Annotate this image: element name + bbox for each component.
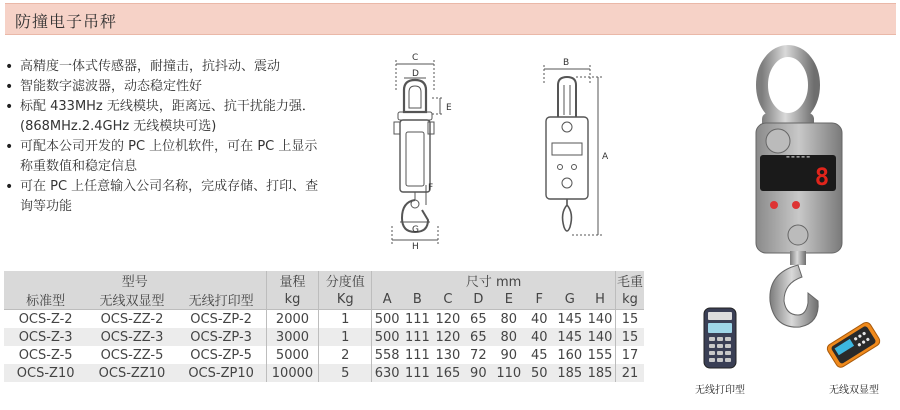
table-cell: 111 <box>402 328 432 346</box>
subheader-cell: E <box>494 290 524 310</box>
header-size: 尺寸 mm <box>372 271 616 290</box>
header-capacity: 量程 <box>266 271 319 290</box>
table-cell: OCS-Z-2 <box>4 310 87 329</box>
title-bar <box>5 3 896 35</box>
table-cell: 80 <box>494 310 524 329</box>
header-division: 分度值 <box>319 271 372 290</box>
header-model: 型号 <box>4 271 266 290</box>
table-cell: 17 <box>616 346 644 364</box>
table-row <box>4 328 644 346</box>
table-cell: 111 <box>402 310 432 329</box>
table-cell: OCS-Z10 <box>4 364 87 382</box>
table-cell: 500 <box>372 328 402 346</box>
table-cell: OCS-ZP-2 <box>177 310 266 329</box>
svg-text:▬ ▬ ▬ ▬ ▬: ▬ ▬ ▬ ▬ ▬ <box>786 154 810 159</box>
table-cell: 5000 <box>266 346 319 364</box>
subheader-cell: Kg <box>319 290 372 310</box>
table-cell: 111 <box>402 364 432 382</box>
table-cell: 165 <box>433 364 463 382</box>
header-weight: 毛重 <box>616 271 644 290</box>
table-cell: 120 <box>433 328 463 346</box>
table-cell: 80 <box>494 328 524 346</box>
subheader-cell: 无线打印型 <box>177 290 266 310</box>
dimension-label-c: C <box>412 53 419 63</box>
table-row <box>4 364 644 382</box>
table-cell: OCS-ZP-3 <box>177 328 266 346</box>
wireless-dual-display-indicator-icon <box>822 318 884 370</box>
dimension-label-b: B <box>563 58 570 68</box>
table-cell: 15 <box>616 328 644 346</box>
scale-display-digit: 8 <box>814 163 830 191</box>
table-cell: 3000 <box>266 328 319 346</box>
table-cell: 5 <box>319 364 372 382</box>
table-cell: OCS-Z-3 <box>4 328 87 346</box>
subheader-cell: G <box>555 290 585 310</box>
caption-wireless-dual-display: 无线双显型 <box>829 385 879 396</box>
dimension-label-g: G <box>412 225 419 235</box>
table-cell: OCS-ZZ10 <box>87 364 176 382</box>
table-group-header-row <box>4 271 644 290</box>
table-subheader-row <box>4 290 644 310</box>
wireless-print-indicator-icon <box>700 306 740 370</box>
table-cell: 90 <box>494 346 524 364</box>
page-title: 防撞电子吊秤 <box>15 12 118 31</box>
dimension-label-a: A <box>602 152 609 162</box>
table-cell: 45 <box>524 346 554 364</box>
table-cell: 21 <box>616 364 644 382</box>
spec-table <box>4 271 644 382</box>
front-view-dimension-diagram <box>532 55 612 245</box>
subheader-cell: C <box>433 290 463 310</box>
subheader-cell: kg <box>616 290 644 310</box>
table-cell: OCS-Z-5 <box>4 346 87 364</box>
subheader-cell: 标准型 <box>4 290 87 310</box>
subheader-cell: D <box>463 290 493 310</box>
table-cell: 145 <box>555 310 585 329</box>
feature-item: • 智能数字滤波器，动态稳定性好 <box>5 77 327 97</box>
table-cell: 2000 <box>266 310 319 329</box>
subheader-cell: B <box>402 290 432 310</box>
table-cell: 145 <box>555 328 585 346</box>
table-row <box>4 310 644 329</box>
subheader-cell: A <box>372 290 402 310</box>
subheader-cell: H <box>585 290 616 310</box>
table-cell: 40 <box>524 328 554 346</box>
feature-item: • 可在 PC 上任意输入公司名称，完成存储、打印、查询等功能 <box>5 177 327 217</box>
feature-list <box>5 57 327 217</box>
dimension-label-h: H <box>412 242 419 250</box>
table-cell: 160 <box>555 346 585 364</box>
table-cell: OCS-ZP-5 <box>177 346 266 364</box>
table-cell: 130 <box>433 346 463 364</box>
table-cell: 110 <box>494 364 524 382</box>
table-cell: 72 <box>463 346 493 364</box>
table-cell: 65 <box>463 310 493 329</box>
table-cell: 140 <box>585 328 616 346</box>
table-cell: OCS-ZZ-5 <box>87 346 176 364</box>
crane-scale-photo <box>742 45 852 335</box>
table-cell: OCS-ZZ-3 <box>87 328 176 346</box>
table-cell: 65 <box>463 328 493 346</box>
dimension-label-e: E <box>446 103 452 113</box>
table-row <box>4 346 644 364</box>
table-cell: 558 <box>372 346 402 364</box>
table-cell: 15 <box>616 310 644 329</box>
table-cell: 185 <box>555 364 585 382</box>
dimension-label-f: F <box>428 183 434 193</box>
table-cell: 2 <box>319 346 372 364</box>
feature-item: • 可配本公司开发的 PC 上位机软件，可在 PC 上显示称重数值和稳定信息 <box>5 137 327 177</box>
feature-item: • 标配 433MHz 无线模块，距离远、抗干扰能力强．(868MHz.2.4GHz 无线模块可选) <box>5 97 327 137</box>
feature-item: • 高精度一体式传感器，耐撞击，抗抖动、震动 <box>5 57 327 77</box>
subheader-cell: kg <box>266 290 319 310</box>
table-cell: 1 <box>319 310 372 329</box>
table-cell: 50 <box>524 364 554 382</box>
caption-wireless-print: 无线打印型 <box>695 385 745 396</box>
table-cell: 630 <box>372 364 402 382</box>
table-cell: 111 <box>402 346 432 364</box>
table-cell: 10000 <box>266 364 319 382</box>
subheader-cell: 无线双显型 <box>87 290 176 310</box>
table-cell: 90 <box>463 364 493 382</box>
dimension-label-d: D <box>412 69 419 79</box>
table-cell: 120 <box>433 310 463 329</box>
table-cell: 1 <box>319 328 372 346</box>
table-cell: 500 <box>372 310 402 329</box>
table-cell: 155 <box>585 346 616 364</box>
table-cell: 40 <box>524 310 554 329</box>
side-view-dimension-diagram <box>382 50 462 250</box>
table-cell: 185 <box>585 364 616 382</box>
subheader-cell: F <box>524 290 554 310</box>
table-cell: OCS-ZZ-2 <box>87 310 176 329</box>
table-cell: OCS-ZP10 <box>177 364 266 382</box>
table-cell: 140 <box>585 310 616 329</box>
